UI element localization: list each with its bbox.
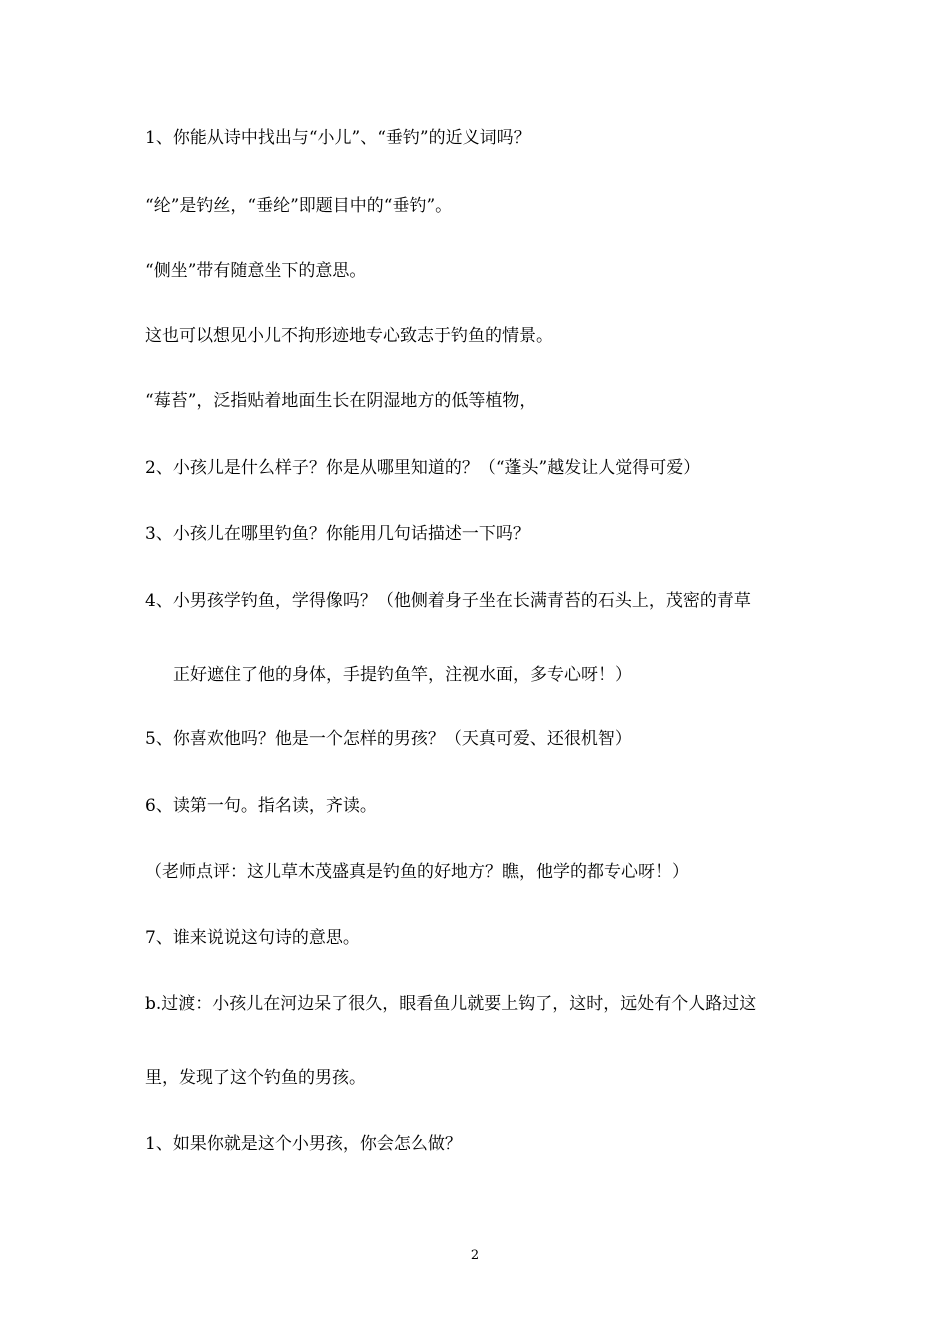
text-line-question-3: 3、小孩儿在哪里钓鱼？你能用几句话描述一下吗？ xyxy=(145,524,530,544)
text-line-question-4-continued: 正好遮住了他的身体，手提钓鱼竿，注视水面，多专心呀！） xyxy=(173,665,632,685)
text-line-question-1: 1、你能从诗中找出与“小儿”、“垂钓”的近义词吗？ xyxy=(145,128,531,148)
text-line-question-4: 4、小男孩学钓鱼，学得像吗？（他侧着身子坐在长满青苔的石头上，茂密的青草 xyxy=(145,591,751,611)
text-line-meitai-explanation: “莓苔”，泛指贴着地面生长在阴湿地方的低等植物， xyxy=(145,391,537,411)
text-line-question-2: 2、小孩儿是什么样子？你是从哪里知道的？（“蓬头”越发让人觉得可爱） xyxy=(145,458,701,478)
text-line-lun-explanation: “纶”是钓丝，“垂纶”即题目中的“垂钓”。 xyxy=(145,196,453,216)
text-line-transition: b.过渡：小孩儿在河边呆了很久，眼看鱼儿就要上钩了，这时，远处有个人路过这 xyxy=(145,994,757,1014)
text-line-question-7: 7、谁来说说这句诗的意思。 xyxy=(145,928,360,948)
text-line-focus-scene: 这也可以想见小儿不拘形迹地专心致志于钓鱼的情景。 xyxy=(145,326,553,346)
text-line-followup-question-1: 1、如果你就是这个小男孩，你会怎么做？ xyxy=(145,1134,462,1154)
text-line-question-5: 5、你喜欢他吗？他是一个怎样的男孩？（天真可爱、还很机智） xyxy=(145,729,632,749)
text-line-cezuo-explanation: “侧坐”带有随意坐下的意思。 xyxy=(145,261,367,281)
page-number: 2 xyxy=(470,1248,480,1263)
text-line-teacher-comment: （老师点评：这儿草木茂盛真是钓鱼的好地方？瞧，他学的都专心呀！） xyxy=(145,862,689,882)
text-line-transition-continued: 里，发现了这个钓鱼的男孩。 xyxy=(145,1068,366,1088)
text-line-question-6: 6、读第一句。指名读，齐读。 xyxy=(145,796,377,816)
